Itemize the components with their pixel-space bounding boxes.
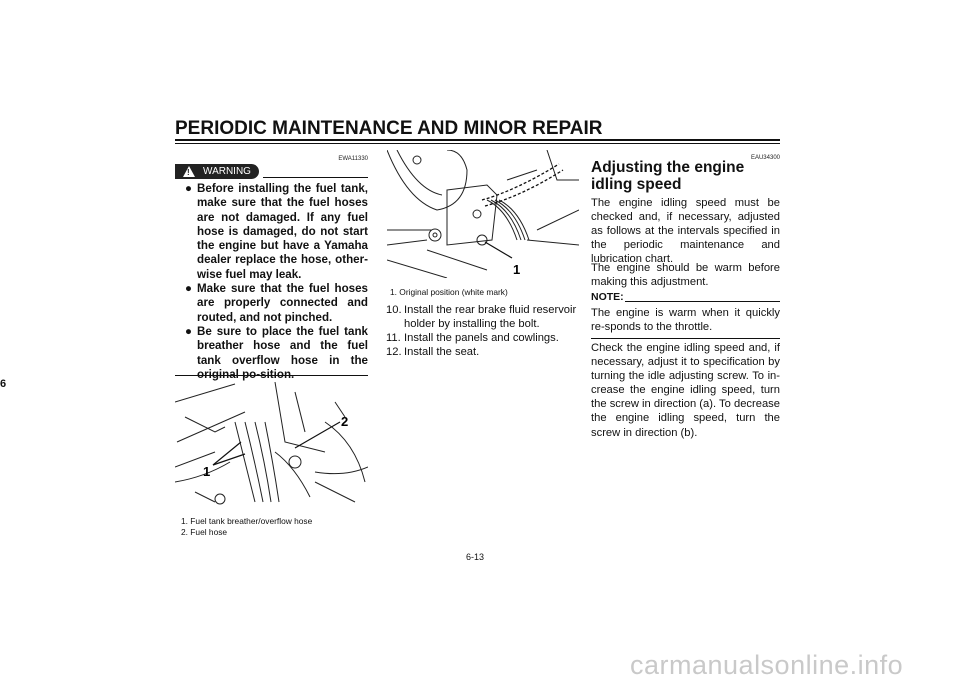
watermark: carmanualsonline.info (630, 650, 904, 680)
photo-captions (181, 516, 371, 538)
note-end-rule (591, 338, 780, 339)
chapter-tab: 6 (0, 378, 7, 390)
caption-line: 1. Fuel tank breather/overflow hose (181, 516, 313, 526)
bullet-icon: ● (185, 182, 193, 195)
note-label: NOTE: (591, 291, 624, 303)
warning-rule (263, 177, 368, 178)
warning-code: EWA11330 (338, 156, 368, 162)
paragraph: Check the engine idling speed and, if necessary, adjust it to specification by turning the idle adjusting screw. To in-crease the engine idling speed, turn the screw in direction (a). To decrease the engine idling speed, turn the screw in direction (b). (591, 342, 780, 439)
note-text: The engine is warm when it quickly re-sponds to the throttle. (591, 307, 780, 334)
warning-item: ● Be sure to place the fuel tank breather hose and the fuel tank overflow hose in the (185, 324, 368, 367)
original-position-photo (387, 150, 579, 278)
section-code: EAU34300 (750, 155, 780, 161)
warning-end-rule (175, 375, 368, 376)
fuel-hose-photo (175, 382, 368, 509)
paragraph: The engine idling speed must be checked and, if necessary, adjusted as follows at the intervals specified in the periodic maintenance and lubrication chart. (591, 197, 780, 266)
photo-label-1: 1 (203, 464, 211, 479)
warning-triangle-icon: ! (183, 166, 195, 177)
caption-line: 2. Fuel hose (181, 527, 228, 538)
bullet-icon: ● (185, 324, 193, 338)
bullet-icon: ● (185, 282, 193, 296)
page-number: 6-13 (466, 552, 485, 562)
warning-item: ● Before installing the fuel tank, make sure that the fuel hoses are not damaged. If any fuel hose is damaged, do not start the engine but have a Yamaha dealer replace the hose, other-wise fuel may leak. (185, 182, 368, 281)
paragraph: The engine should be warm before making this adjustment. (591, 262, 780, 289)
warning-item: ● Make sure that the fuel hoses are properly connected and routed, and not pinched. (185, 282, 368, 324)
header-rule (175, 139, 780, 141)
photo-label-2: 2 (341, 414, 349, 429)
note-rule (625, 301, 780, 302)
step-list (386, 303, 580, 359)
list-item: 12. Install the seat. (386, 346, 480, 359)
list-item: 11. Install the panels and cowlings. (386, 332, 559, 345)
warning-label: WARNING (203, 166, 251, 177)
list-item: 10. Install the rear brake fluid reservoir holder by installing the bolt. (386, 304, 577, 331)
header-rule-thin (175, 143, 780, 144)
page-title: PERIODIC MAINTENANCE AND MINOR REPAIR (175, 118, 603, 139)
warning-badge (175, 164, 259, 179)
photo-label-1: 1 (513, 262, 521, 277)
photo-caption: 1. Original position (white mark) (390, 287, 508, 297)
warning-list (185, 182, 368, 382)
section-title: Adjusting the engine idling speed (591, 159, 745, 193)
